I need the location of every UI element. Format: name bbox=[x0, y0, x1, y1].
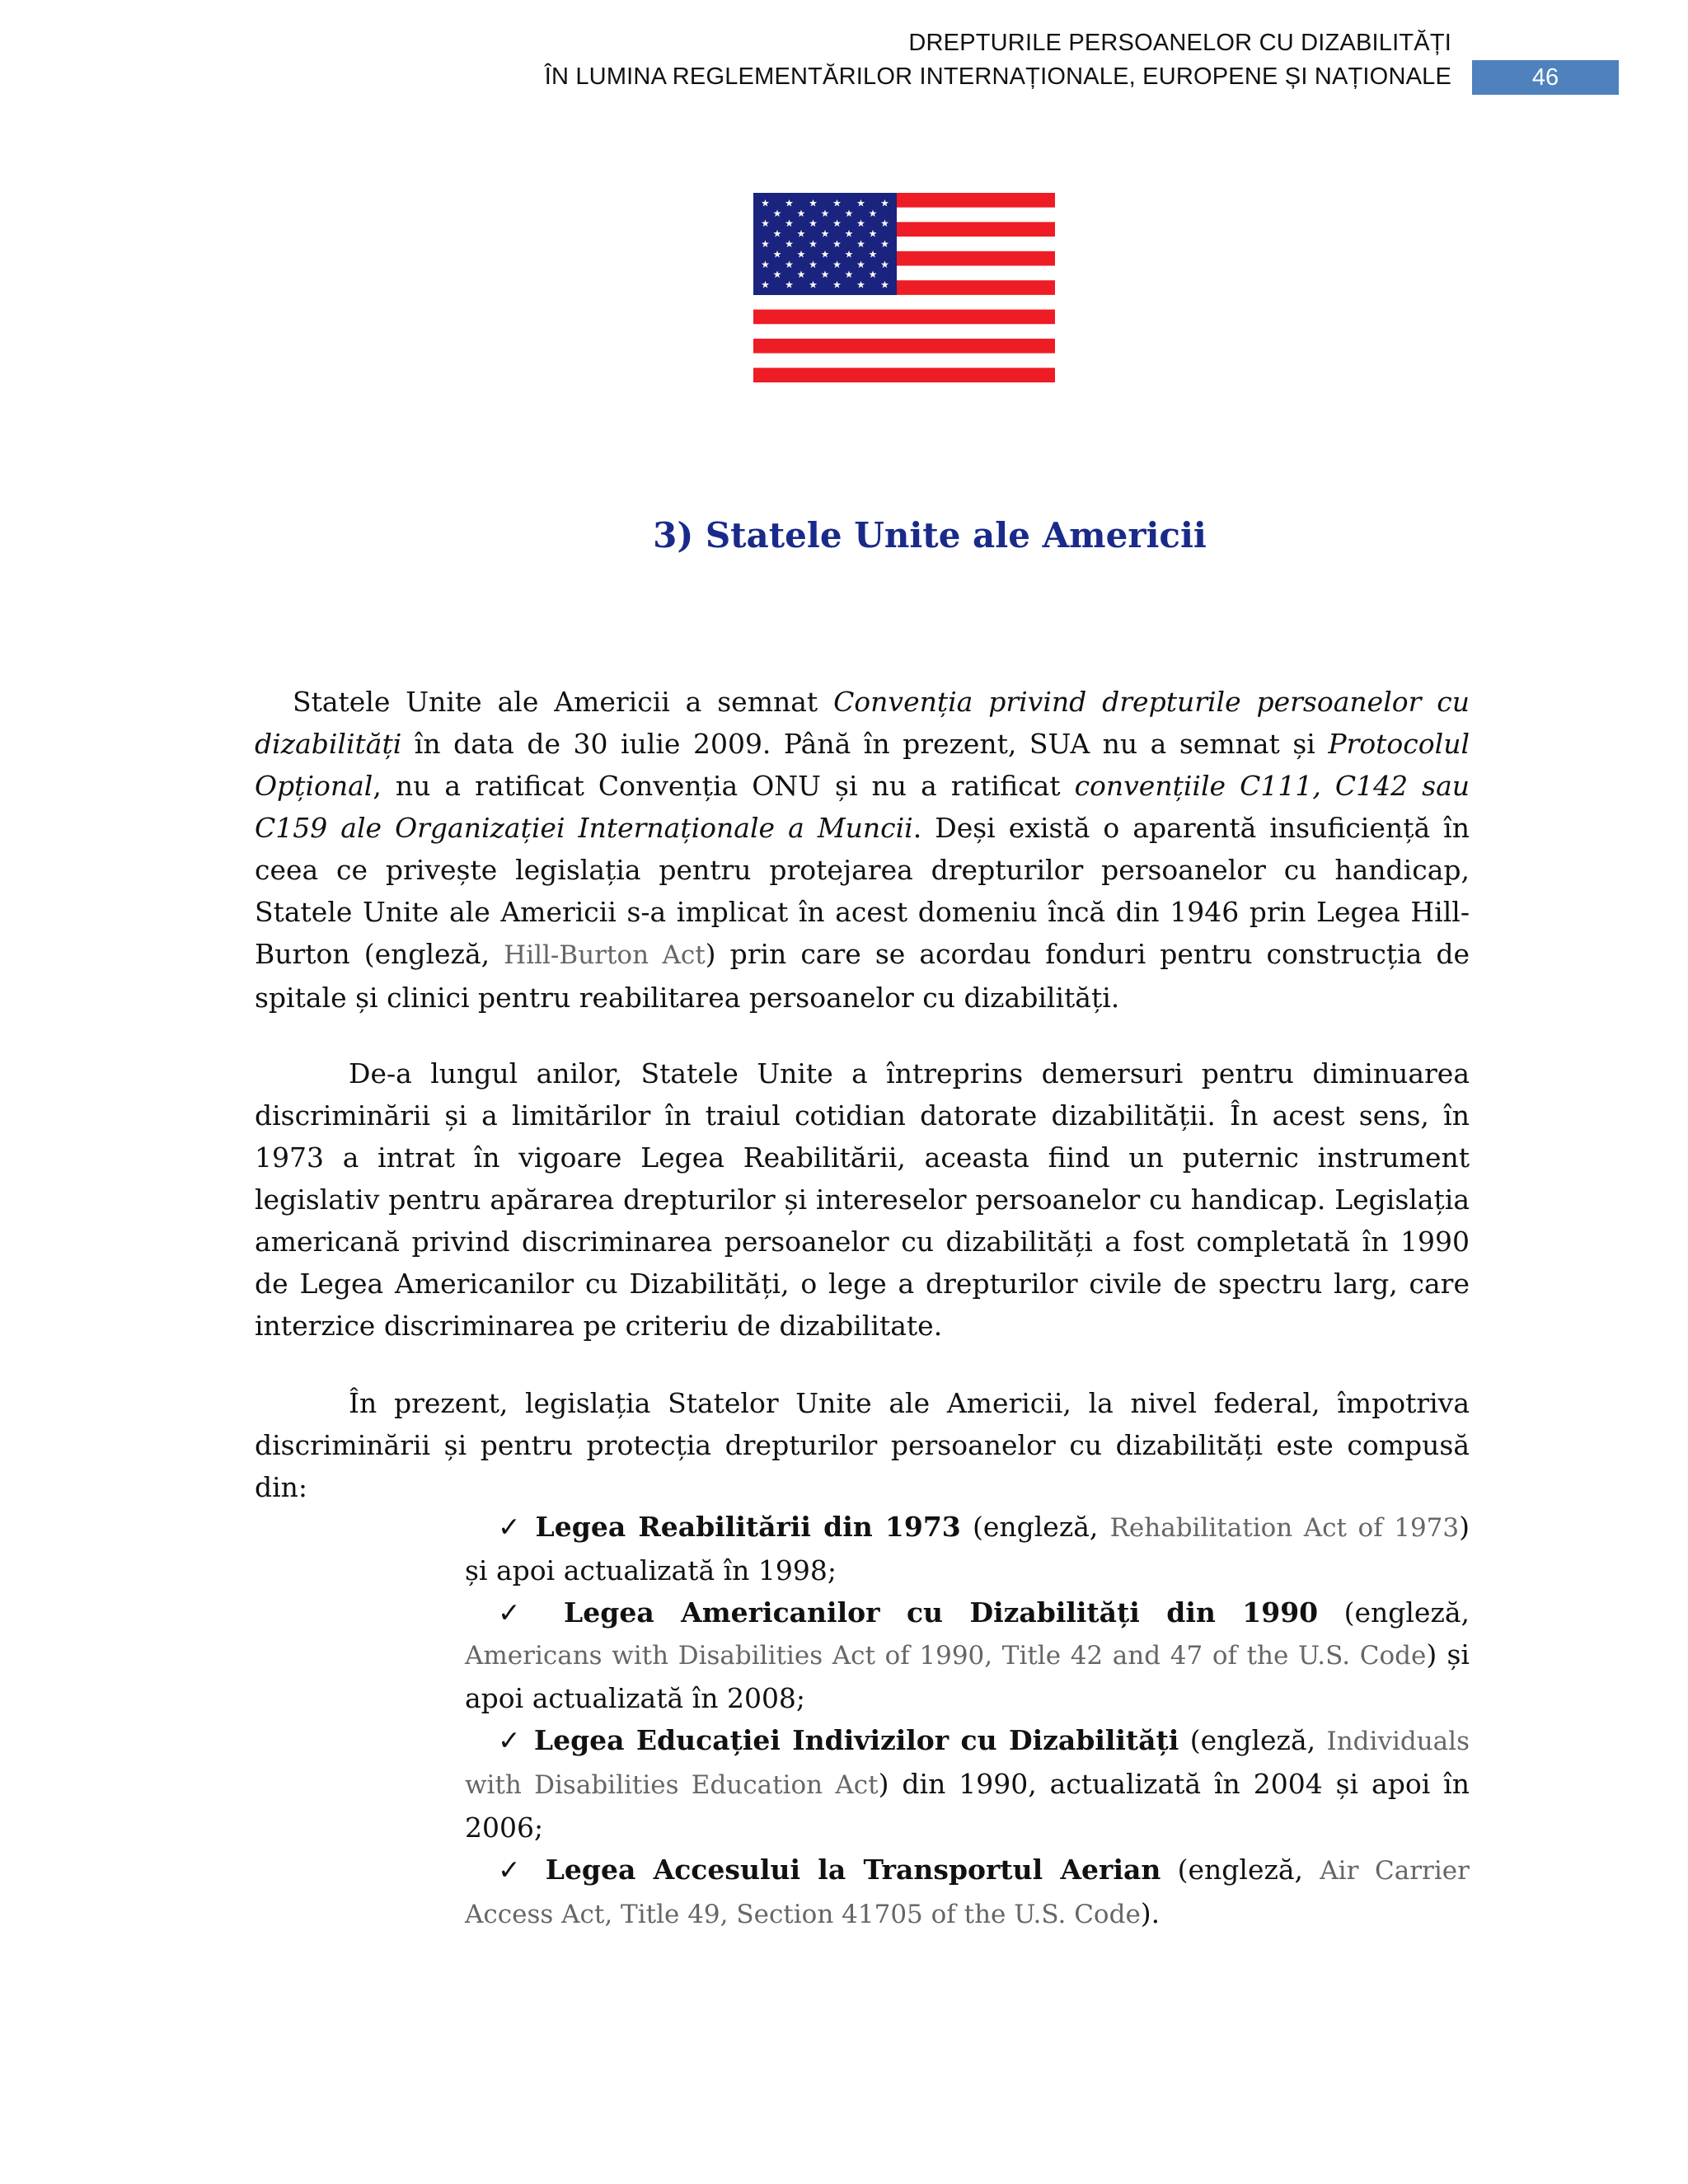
section-title: 3) Statele Unite ale Americii bbox=[653, 515, 1207, 555]
flag-star: ★ bbox=[832, 197, 842, 209]
text: Statele Unite ale Americii a semnat bbox=[293, 686, 834, 718]
text: ) prin care se acordau fonduri pentru construcția de spitale și clinici pentru reabilitarea persoanelor cu dizabilități. bbox=[255, 938, 1470, 1014]
flag-star: ★ bbox=[856, 258, 865, 270]
flag-star: ★ bbox=[796, 227, 806, 240]
flag-star: ★ bbox=[809, 258, 818, 270]
header-title-line2: ÎN LUMINA REGLEMENTĂRILOR INTERNAȚIONALE, EUROPENE ȘI NAȚIONALE bbox=[544, 63, 1451, 90]
text: . Deși există o aparentă insuficiență în ceea ce privește legislația pentru protejarea drepturilor persoanelor cu handicap, Statele Unite ale Americii s-a implicat în acest domeniu încă din 1946 prin Legea Hill-Burton (engleză, bbox=[255, 812, 1470, 970]
paragraph-intro bbox=[255, 681, 1470, 1019]
flag-star: ★ bbox=[809, 218, 818, 230]
english-term: Rehabilitation Act of 1973 bbox=[1109, 1513, 1460, 1543]
flag-star: ★ bbox=[785, 279, 794, 291]
laws-list bbox=[465, 1506, 1470, 1936]
text: ) și apoi actualizată în 2008; bbox=[465, 1638, 1470, 1714]
flag-stripe bbox=[753, 368, 1055, 382]
flag-star: ★ bbox=[785, 258, 794, 270]
flag-stripe bbox=[753, 310, 1055, 325]
flag-star: ★ bbox=[856, 279, 865, 291]
list-item bbox=[465, 1719, 1470, 1849]
flag-star: ★ bbox=[880, 279, 889, 291]
flag-star: ★ bbox=[832, 218, 842, 230]
flag-star: ★ bbox=[761, 238, 770, 250]
flag-star: ★ bbox=[761, 258, 770, 270]
paragraph-current bbox=[255, 1382, 1470, 1508]
paragraph-text: De-a lungul anilor, Statele Unite a întreprins demersuri pentru diminuarea discriminării și a limitărilor în traiul cotidian datorate dizabilității. În acest sens, în 1973 a intrat în vigoare Legea Reabilitării, aceasta fiind un puternic instrument legislativ pentru apărarea drepturilor și intereselor persoanelor cu handicap. Legislația americană privind discriminarea persoanelor cu dizabilități a fost completată în 1990 de Legea Americanilor cu Dizabilități, o lege a drepturilor civile de spectru larg, care interzice discriminarea pe criteriu de dizabilitate. bbox=[255, 1057, 1470, 1342]
law-name: Legea Americanilor cu Dizabilități din 1990 bbox=[564, 1596, 1319, 1629]
text: în data de 30 iulie 2009. Până în prezent, SUA nu a semnat și bbox=[401, 728, 1329, 760]
flag-star: ★ bbox=[772, 227, 782, 240]
flag-star: ★ bbox=[785, 197, 794, 209]
law-name: Legea Accesului la Transportul Aerian bbox=[545, 1854, 1161, 1886]
header-title-line1: DREPTURILE PERSOANELOR CU DIZABILITĂȚI bbox=[908, 30, 1451, 56]
flag-star: ★ bbox=[772, 248, 782, 260]
checkmark-icon: ✓ bbox=[498, 1724, 523, 1756]
flag-star: ★ bbox=[844, 207, 854, 219]
flag-star: ★ bbox=[856, 238, 865, 250]
flag-star: ★ bbox=[796, 269, 806, 281]
flag-star: ★ bbox=[772, 207, 782, 219]
text: ) și apoi actualizată în 1998; bbox=[465, 1511, 1470, 1586]
paragraph-text: În prezent, legislația Statelor Unite ale Americii, la nivel federal, împotriva discriminării și pentru protecția drepturilor persoanelor cu dizabilități este compusă din: bbox=[255, 1387, 1470, 1503]
text: ). bbox=[1140, 1897, 1160, 1929]
us-flag-icon bbox=[753, 193, 1055, 382]
law-name: Legea Reabilitării din 1973 bbox=[535, 1511, 961, 1543]
list-item bbox=[465, 1591, 1470, 1719]
italic-text: Protocolul Opțional bbox=[255, 728, 1470, 802]
english-term: Hill-Burton Act bbox=[504, 940, 706, 970]
checkmark-icon: ✓ bbox=[498, 1511, 524, 1543]
flag-star: ★ bbox=[796, 248, 806, 260]
text: , nu a ratificat Convenția ONU și nu a ratificat bbox=[373, 770, 1075, 802]
flag-star: ★ bbox=[809, 279, 818, 291]
italic-text: convențiile C111, C142 sau C159 ale Organizației Internaționale a Muncii bbox=[255, 770, 1470, 844]
flag-star: ★ bbox=[868, 207, 878, 219]
flag-star: ★ bbox=[832, 258, 842, 270]
flag-stripe bbox=[753, 354, 1055, 368]
flag-star: ★ bbox=[880, 238, 889, 250]
flag-star: ★ bbox=[820, 248, 830, 260]
flag-star: ★ bbox=[820, 227, 830, 240]
flag-star: ★ bbox=[761, 218, 770, 230]
flag-star: ★ bbox=[832, 238, 842, 250]
flag-stripe bbox=[753, 324, 1055, 339]
page-number: 46 bbox=[1472, 60, 1619, 95]
flag-star: ★ bbox=[868, 269, 878, 281]
flag-star: ★ bbox=[809, 238, 818, 250]
flag-star: ★ bbox=[856, 197, 865, 209]
text: (engleză, bbox=[1179, 1724, 1327, 1756]
english-term: Americans with Disabilities Act of 1990, Title 42 and 47 of the U.S. Code bbox=[465, 1641, 1427, 1671]
law-name: Legea Educației Indivizilor cu Dizabilități bbox=[533, 1724, 1179, 1756]
flag-star: ★ bbox=[820, 269, 830, 281]
flag-star: ★ bbox=[868, 227, 878, 240]
flag-star: ★ bbox=[772, 269, 782, 281]
paragraph-history bbox=[255, 1052, 1470, 1347]
flag-star: ★ bbox=[796, 207, 806, 219]
text: (engleză, bbox=[1318, 1596, 1470, 1629]
flag-star: ★ bbox=[832, 279, 842, 291]
checkmark-icon: ✓ bbox=[498, 1854, 529, 1886]
english-term: Air Carrier Access Act, Title 49, Section 41705 of the U.S. Code bbox=[465, 1856, 1470, 1929]
flag-stripe bbox=[753, 295, 1055, 310]
flag-star: ★ bbox=[820, 207, 830, 219]
flag-star: ★ bbox=[880, 258, 889, 270]
flag-star: ★ bbox=[856, 218, 865, 230]
flag-star: ★ bbox=[868, 248, 878, 260]
list-item bbox=[465, 1506, 1470, 1591]
italic-text: Convenția privind drepturile persoanelor cu dizabilități bbox=[255, 686, 1470, 760]
checkmark-icon: ✓ bbox=[498, 1596, 538, 1629]
flag-stripe bbox=[753, 339, 1055, 354]
flag-star: ★ bbox=[880, 218, 889, 230]
english-term: Individuals with Disabilities Education Act bbox=[465, 1727, 1470, 1800]
flag-star: ★ bbox=[761, 279, 770, 291]
flag-star: ★ bbox=[844, 227, 854, 240]
flag-star: ★ bbox=[785, 218, 794, 230]
flag-star: ★ bbox=[880, 197, 889, 209]
flag-star: ★ bbox=[844, 248, 854, 260]
flag-star: ★ bbox=[785, 238, 794, 250]
flag-star: ★ bbox=[761, 197, 770, 209]
flag-star: ★ bbox=[809, 197, 818, 209]
text: (engleză, bbox=[960, 1511, 1110, 1543]
flag-star: ★ bbox=[844, 269, 854, 281]
text: (engleză, bbox=[1160, 1854, 1320, 1886]
list-item bbox=[465, 1849, 1470, 1936]
text: ) din 1990, actualizată în 2004 și apoi în 2006; bbox=[465, 1768, 1470, 1844]
